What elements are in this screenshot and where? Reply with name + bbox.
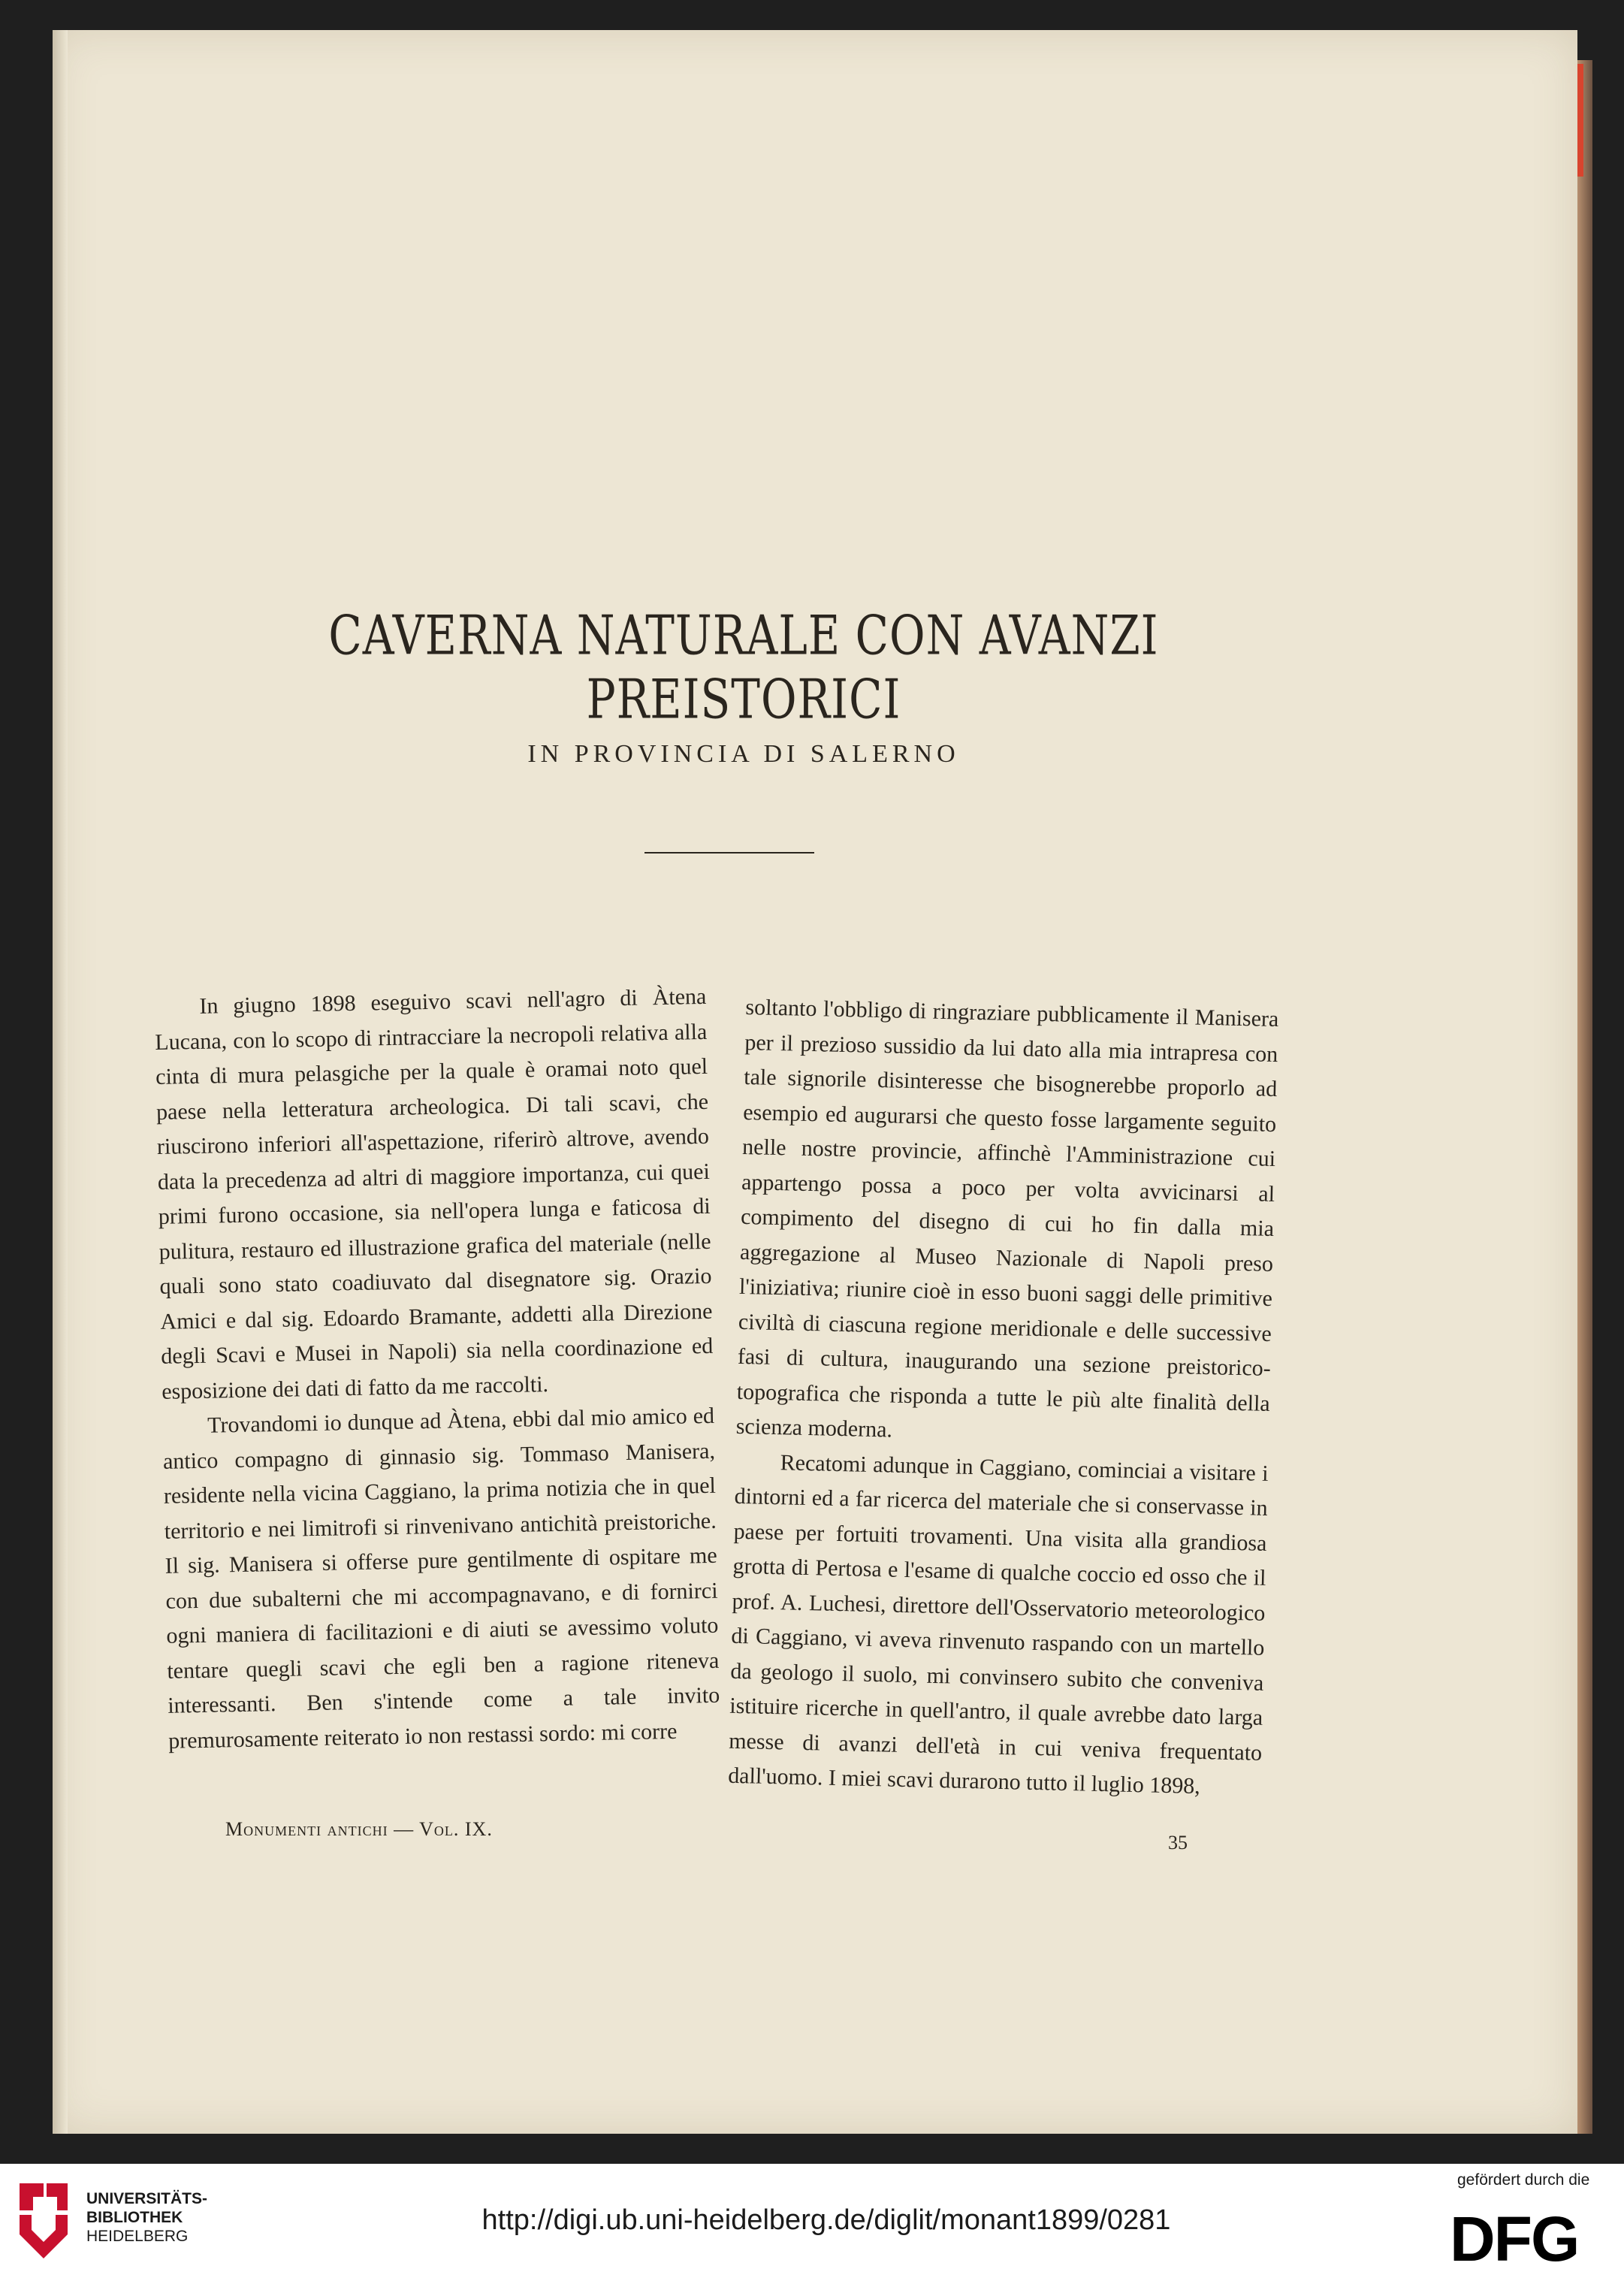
left-text-column [154,980,721,1759]
title-divider [644,852,814,853]
paragraph: In giugno 1898 eseguivo scavi nell'agro di Àtena Lucana, con lo scopo di rintracciare la necropoli relativa alla cinta di mura pelasgiche per la quale è oramai noto quel paese nella letteratura archeologica. Di tali scavi, che riuscirono inferiori all'aspettazione, riferirò altrove, avendo data la precedenza ad altri di maggiore importanza, cui quei primi furono occasione, sia nell'opera lunga e faticosa di pulitura, restauro ed illustrazione grafica del materiale (nelle quali sono stato coadiuvato dal disegnatore sig. Orazio Amici e dal sig. Edoardo Bramante, addetti alla Direzione degli Scavi e Musei in Napoli) sia nella coordinazione ed esposizione dei dati di fatto da me raccolti. [155,983,714,1404]
university-library-logo-icon[interactable] [17,2180,71,2263]
article-title: CAVERNA NATURALE CON AVANZI PREISTORICI [328,603,1159,731]
funding-caption: gefördert durch die [1457,2171,1590,2189]
article-subtitle: IN PROVINCIA DI SALERNO [527,740,960,768]
paragraph: Trovandomi io dunque ad Àtena, ebbi dal mio amico ed antico compagno di ginnasio sig. Tommaso Manisera, residente nella vicina Caggiano, la prima notizia che in quel territorio e nei limitrofi si rinvenivano antichità preistoriche. Il sig. Manisera si offerse pure gentilmente di ospitare me con due subalterni che mi accompagnavano, e di fornirci ogni maniera di facilitazioni e di aiuti se avessimo voluto tentare quegli scavi che egli ben a ragione riteneva interessanti. Ben s'intende come a tale invito premurosamente reiterato io non restassi sordo: mi corre [162,1403,720,1754]
permalink-url[interactable]: http://digi.ub.uni-heidelberg.de/diglit/monant1899/0281 [481,2204,1171,2236]
university-library-name[interactable] [86,2189,207,2246]
library-name-line: HEIDELBERG [86,2228,189,2245]
paragraph: Recatomi adunque in Caggiano, cominciai a visitare i dintorni ed a far ricerca del materiale che si conservasse in paese per fortuiti trovamenti. Una visita alla grandiosa grotta di Pertosa e l'esame di qualche coccio ed osso che il prof. A. Luchesi, direttore dell'Osservatorio meteorologico di Caggiano, vi aveva rinvenuto raspando con un martello da geologo il suolo, mi convinsero subito che conveniva istituire ricerche in quell'antro, il quale avrebbe dato larga messe di avanzi dell'età in cui veniva frequentato dall'uomo. I miei scavi durarono tutto il luglio 1898, [727,1449,1269,1799]
right-text-column [728,990,1279,1805]
page-number: 35 [1168,1832,1188,1853]
paragraph: soltanto l'obbligo di ringraziare pubblicamente il Manisera per il prezioso sussidio da lui dato alla mia intrapresa con tale signorile disinteresse che bisognerebbe proporlo ad esempio ed augurarsi che questo fosse largamente seguito nelle nostre provincie, affinchè l'Amministrazione cui appartengo possa a poco per volta avvicinarsi al compimento del disegno di cui ho fin dalla mia aggregazione al Museo Nazionale di Napoli preso l'iniziativa; riunire cioè in esso buoni saggi delle primitive civiltà di ciascuna regione meridionale e delle successive fasi di cultura, inaugurando una sezione preistorico-topografica che risponda a tutte le più alte finalità della scienza moderna. [735,994,1279,1443]
library-name-line: BIBLIOTHEK [86,2209,183,2226]
running-footer: Monumenti antichi — Vol. IX. [225,1818,493,1840]
page-gutter-shadow [53,30,68,2134]
dfg-logo[interactable]: DFG [1450,2204,1579,2274]
library-name-line: UNIVERSITÄTS- [86,2190,208,2207]
